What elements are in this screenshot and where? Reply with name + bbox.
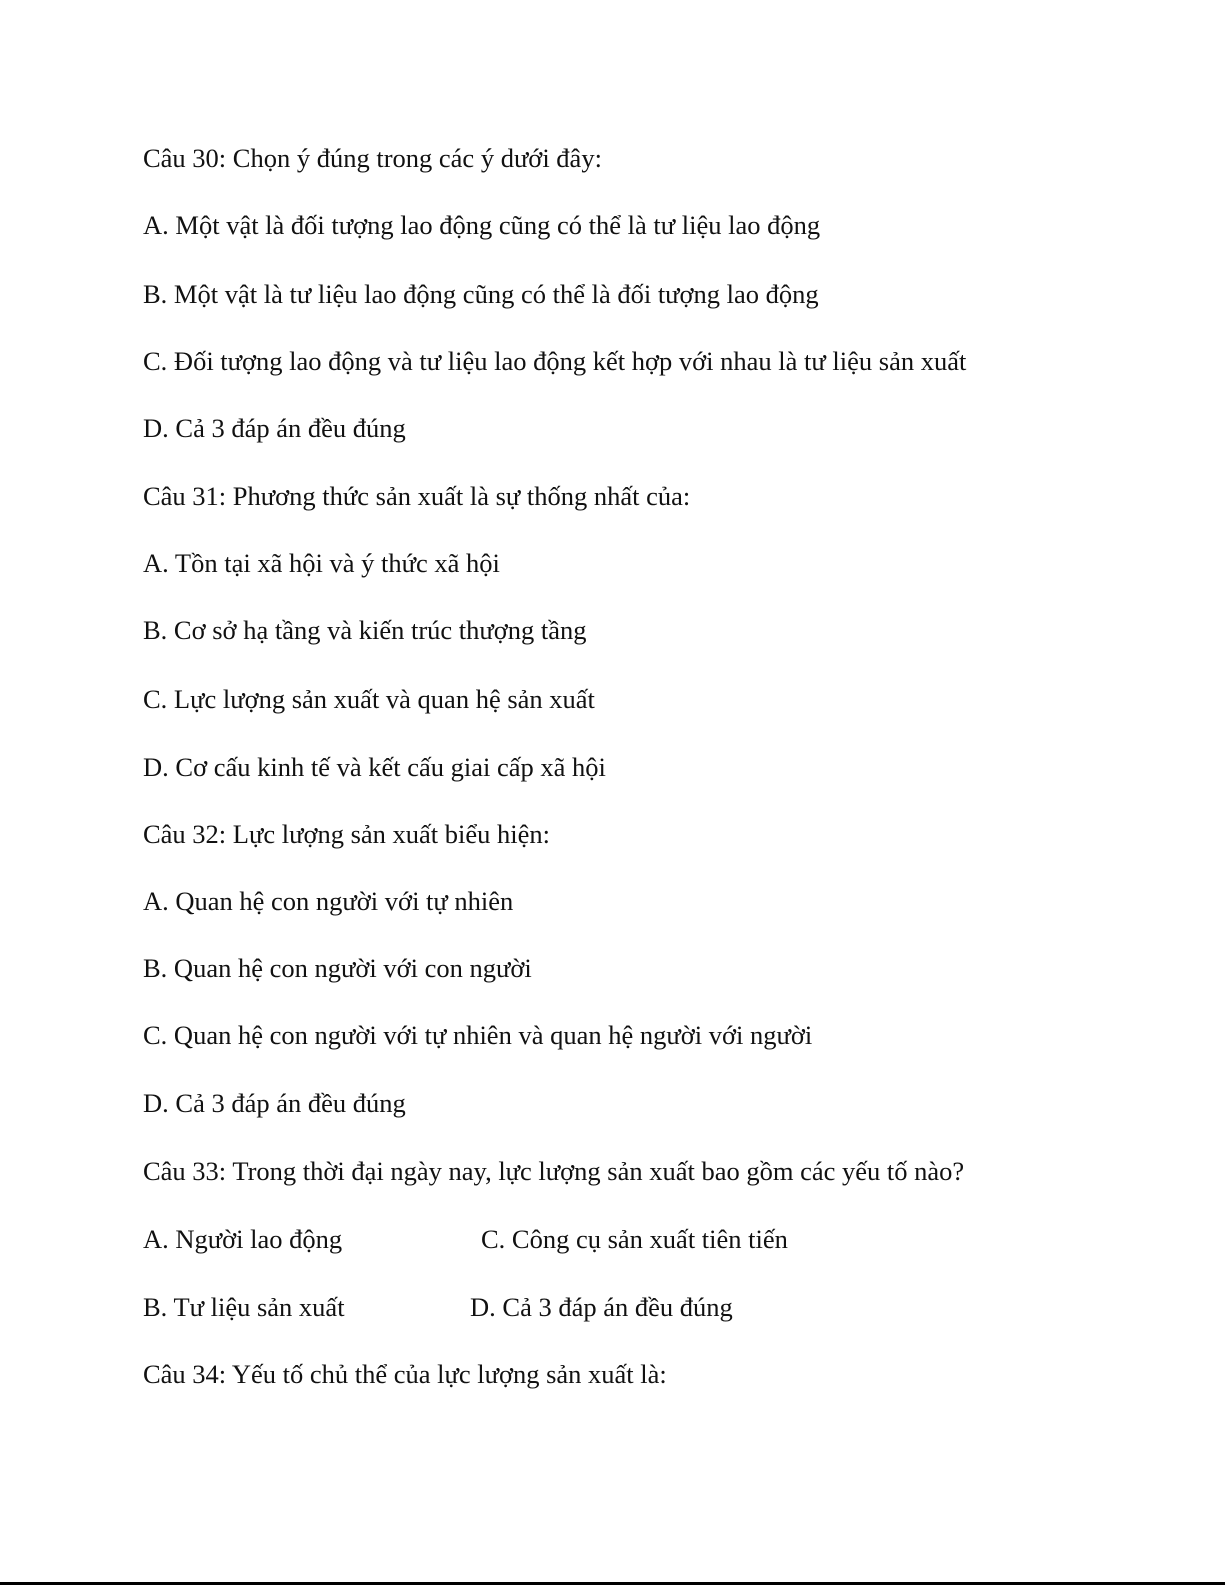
question-31-option-a: A. Tồn tại xã hội và ý thức xã hội <box>143 548 500 578</box>
question-30-stem: Câu 30: Chọn ý đúng trong các ý dưới đây: <box>143 143 602 173</box>
question-32-option-d: D. Cả 3 đáp án đều đúng <box>143 1088 406 1118</box>
question-32-stem: Câu 32: Lực lượng sản xuất biểu hiện: <box>143 819 551 849</box>
question-33-option-c: C. Công cụ sản xuất tiên tiến <box>481 1224 788 1254</box>
question-34-stem: Câu 34: Yếu tố chủ thể của lực lượng sản xuất là: <box>143 1359 667 1389</box>
question-30-option-a: A. Một vật là đối tượng lao động cũng có thể là tư liệu lao động <box>143 210 821 240</box>
question-31-option-d: D. Cơ cấu kinh tế và kết cấu giai cấp xã hội <box>143 752 606 782</box>
question-31-stem: Câu 31: Phương thức sản xuất là sự thống nhất của: <box>143 481 691 511</box>
question-32-option-c: C. Quan hệ con người với tự nhiên và quan hệ người với người <box>143 1020 813 1050</box>
question-33-stem: Câu 33: Trong thời đại ngày nay, lực lượng sản xuất bao gồm các yếu tố nào? <box>143 1156 965 1186</box>
question-31-option-c: C. Lực lượng sản xuất và quan hệ sản xuất <box>143 684 595 714</box>
question-33-option-a: A. Người lao động <box>143 1224 343 1254</box>
question-33-option-d: D. Cả 3 đáp án đều đúng <box>470 1292 733 1322</box>
question-33-option-b: B. Tư liệu sản xuất <box>143 1292 345 1322</box>
question-32-option-a: A. Quan hệ con người với tự nhiên <box>143 886 514 916</box>
question-30-option-c: C. Đối tượng lao động và tư liệu lao động kết hợp với nhau là tư liệu sản xuất <box>143 346 967 376</box>
question-30-option-b: B. Một vật là tư liệu lao động cũng có thể là đối tượng lao động <box>143 279 819 309</box>
question-32-option-b: B. Quan hệ con người với con người <box>143 953 532 983</box>
question-30-option-d: D. Cả 3 đáp án đều đúng <box>143 413 406 443</box>
question-31-option-b: B. Cơ sở hạ tầng và kiến trúc thượng tầng <box>143 615 587 645</box>
